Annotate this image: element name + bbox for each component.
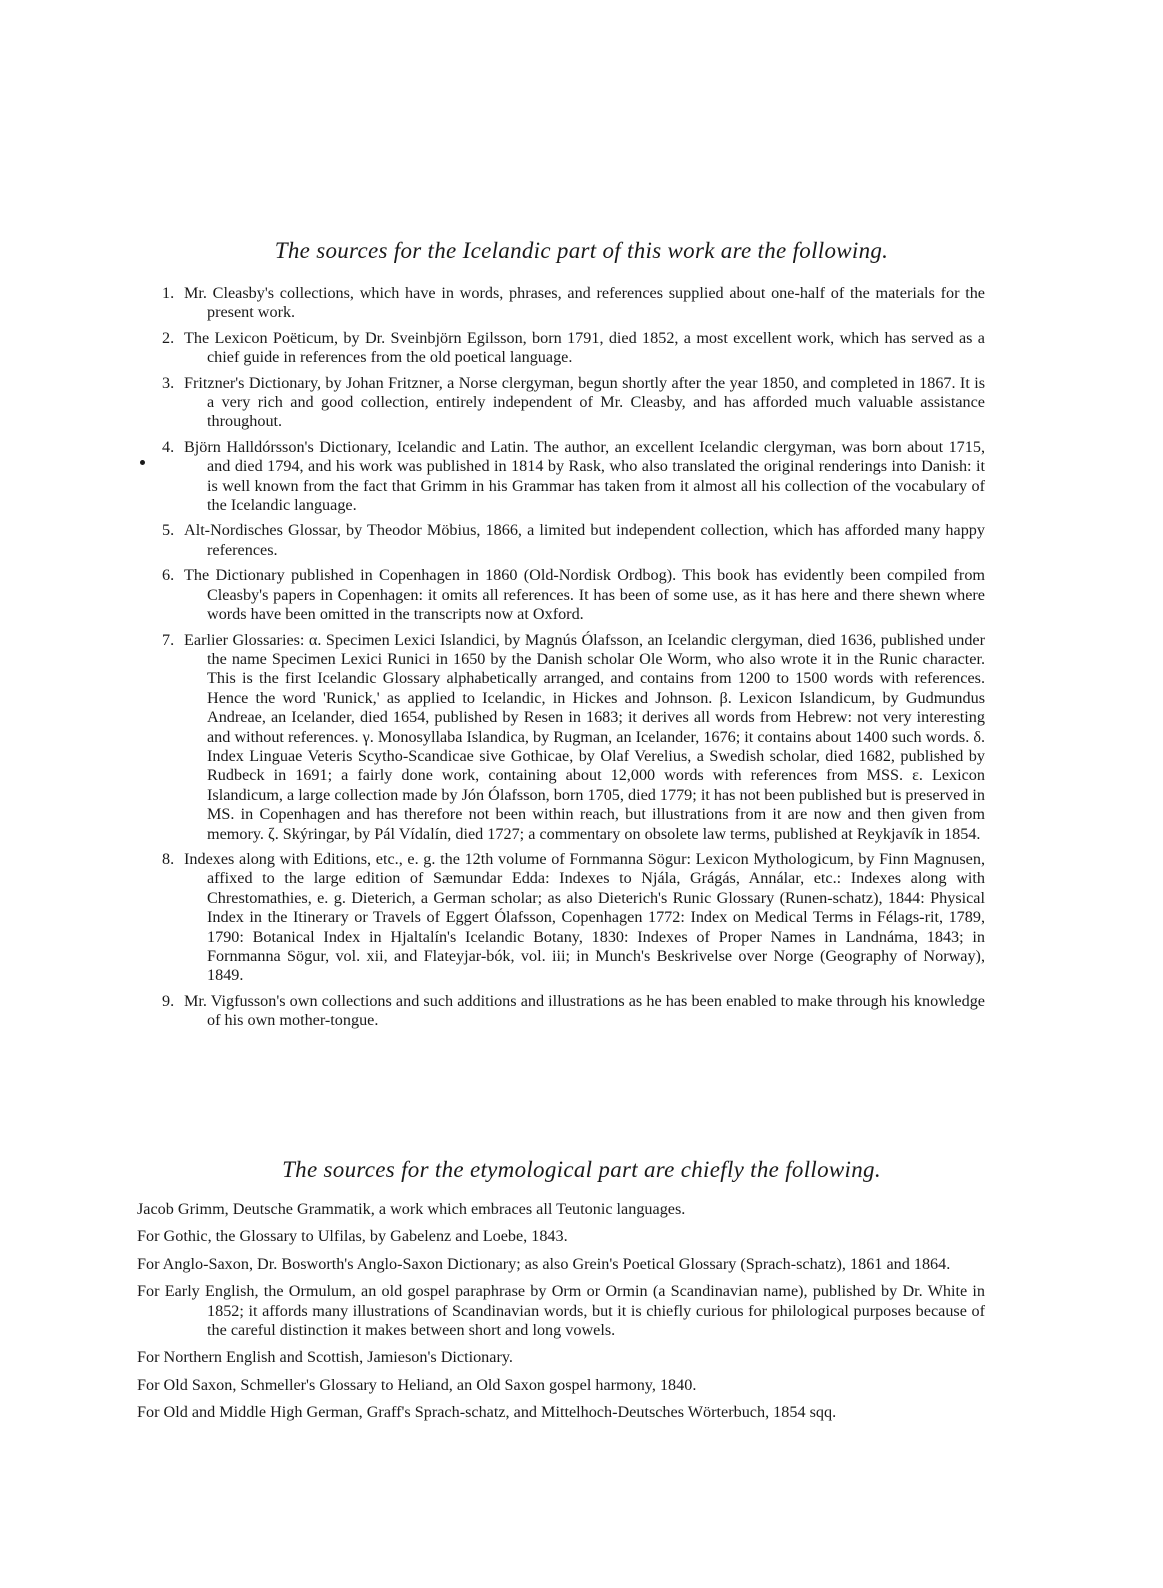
list-item: For Northern English and Scottish, Jamieson's Dictionary. <box>137 1348 513 1367</box>
item-number: 2. <box>162 328 175 347</box>
item-text: The Dictionary published in Copenhagen in 1860 (Old-Nordisk Ordbog). This book has evidently been compiled from Cleasby's papers in Copenhagen: it omits all references. It has been of some use, as it has here and there shewn where words have been omitted in the transcripts now at Oxford. <box>184 566 985 624</box>
item-text: Alt-Nordisches Glossar, by Theodor Möbius, 1866, a limited but independent collection, which has afforded many happy references. <box>184 521 985 559</box>
item-number: 3. <box>162 373 175 392</box>
item-number: 7. <box>162 630 175 649</box>
list-item <box>137 992 985 1031</box>
list-item: For Old Saxon, Schmeller's Glossary to Heliand, an Old Saxon gospel harmony, 1840. <box>137 1375 697 1394</box>
item-text: Indexes along with Editions, etc., e. g. the 12th volume of Fornmanna Sögur: Lexicon Mythologicum, by Finn Magnusen, affixed to the large edition of Sæmundar Edda: Indexes to Njála, Grágás, Annálar, etc.: Indexes along with Chrestomathies, e. g. Dieterich, a German scholar; as also Dieterich's Runic Glossary (Runen-schatz), 1844: Physical Index in the Itinerary or Travels of Eggert Ólafsson, Copenhagen 1772: Index on Medical Terms in Félags-rit, 1789, 1790: Botanical Index in Hjaltalín's Icelandic Botany, 1830: Indexes of Proper Names in Landnáma, 1843; in Fornmanna Sögur, vol. xii, and Flateyjar-bók, vol. iii; in Munch's Beskrivelse over Norge (Geography of Norway), 1849. <box>184 849 985 985</box>
item-text: The Lexicon Poëticum, by Dr. Sveinbjörn Egilsson, born 1791, died 1852, a most excellent work, which has served as a chief guide in references from the old poetical language. <box>184 328 985 367</box>
list-item <box>137 329 985 368</box>
item-number: 4. <box>162 437 175 456</box>
item-number: 9. <box>162 991 175 1010</box>
icelandic-sources-list <box>137 284 985 1037</box>
item-number: 5. <box>162 521 175 540</box>
list-item <box>137 566 985 624</box>
item-number: 8. <box>162 849 175 868</box>
item-text: Mr. Vigfusson's own collections and such additions and illustrations as he has been enabled to make through his knowledge of his own mother-tongue. <box>184 991 985 1030</box>
list-item <box>137 631 985 844</box>
list-item <box>137 284 985 323</box>
list-item: For Early English, the Ormulum, an old gospel paraphrase by Orm or Ormin (a Scandinavian name), published by Dr. White in 1852; it affords many illustrations of Scandinavian words, but it is chiefly curious for philological purposes because of the careful distinction it makes between short and long vowels. <box>137 1282 985 1340</box>
list-item: For Anglo-Saxon, Dr. Bosworth's Anglo-Saxon Dictionary; as also Grein's Poetical Glossary (Sprach-schatz), 1861 and 1864. <box>137 1254 951 1273</box>
item-text: Earlier Glossaries: α. Specimen Lexici Islandici, by Magnús Ólafsson, an Icelandic clergyman, died 1636, published under the name Specimen Lexici Runici in 1650 by the Danish scholar Ole Worm, who also wrote it in the Runic character. This is the first Icelandic Glossary alphabetically arranged, and contains from 1200 to 1500 words with references. Hence the word 'Runick,' as applied to Icelandic, in Hickes and Johnson. β. Lexicon Islandicum, by Gudmundus Andreae, an Icelander, died 1654, published by Resen in 1683; it derives all words from Hebrew: not very interesting and without references. γ. Monosyllaba Islandica, by Rugman, an Icelander, 1676; it contains about 1400 such words. δ. Index Linguae Veteris Scytho-Scandicae sive Gothicae, by Olaf Verelius, a Swedish scholar, died 1682, published by Rudbeck in 1691; a fairly done work, containing about 12,000 words with references from MSS. ε. Lexicon Islandicum, a large collection made by Jón Ólafsson, born 1705, died 1779; it has not been published but is preserved in MS. in Copenhagen and has therefore not been within reach, but illustrations from it are now and then given from memory. ζ. Skýringar, by Pál Vídalín, died 1727; a commentary on obsolete law terms, published at Reykjavík in 1854. <box>184 630 985 843</box>
etymological-sources-heading: The sources for the etymological part are chiefly the following. <box>282 1157 881 1182</box>
list-item <box>137 850 985 986</box>
item-number: 6. <box>162 566 175 585</box>
item-text: Fritzner's Dictionary, by Johan Fritzner, a Norse clergyman, begun shortly after the year 1850, and completed in 1867. It is a very rich and good collection, entirely independent of Mr. Cleasby, and has afforded much valuable assistance throughout. <box>184 373 985 431</box>
item-text: Björn Halldórsson's Dictionary, Icelandic and Latin. The author, an excellent Icelandic clergyman, was born about 1715, and died 1794, and his work was published in 1814 by Rask, who also translated the original renderings into Danish: it is well known from the fact that Grimm in his Grammar has taken from it almost all his collection of the vocabulary of the Icelandic language. <box>184 437 985 515</box>
list-item: Jacob Grimm, Deutsche Grammatik, a work which embraces all Teutonic languages. <box>137 1200 686 1218</box>
list-item <box>137 438 985 516</box>
item-text: Mr. Cleasby's collections, which have in words, phrases, and references supplied about one-half of the materials for the present work. <box>184 284 985 322</box>
list-item: For Old and Middle High German, Graff's Sprach-schatz, and Mittelhoch-Deutsches Wörterbuch, 1854 sqq. <box>137 1403 837 1422</box>
item-number: 1. <box>162 284 175 302</box>
list-item <box>137 521 985 560</box>
list-item <box>137 374 985 432</box>
list-item: For Gothic, the Glossary to Ulfilas, by Gabelenz and Loebe, 1843. <box>137 1227 568 1246</box>
etymological-sources-list <box>137 1200 985 1431</box>
icelandic-sources-heading: The sources for the Icelandic part of this work are the following. <box>274 238 889 263</box>
